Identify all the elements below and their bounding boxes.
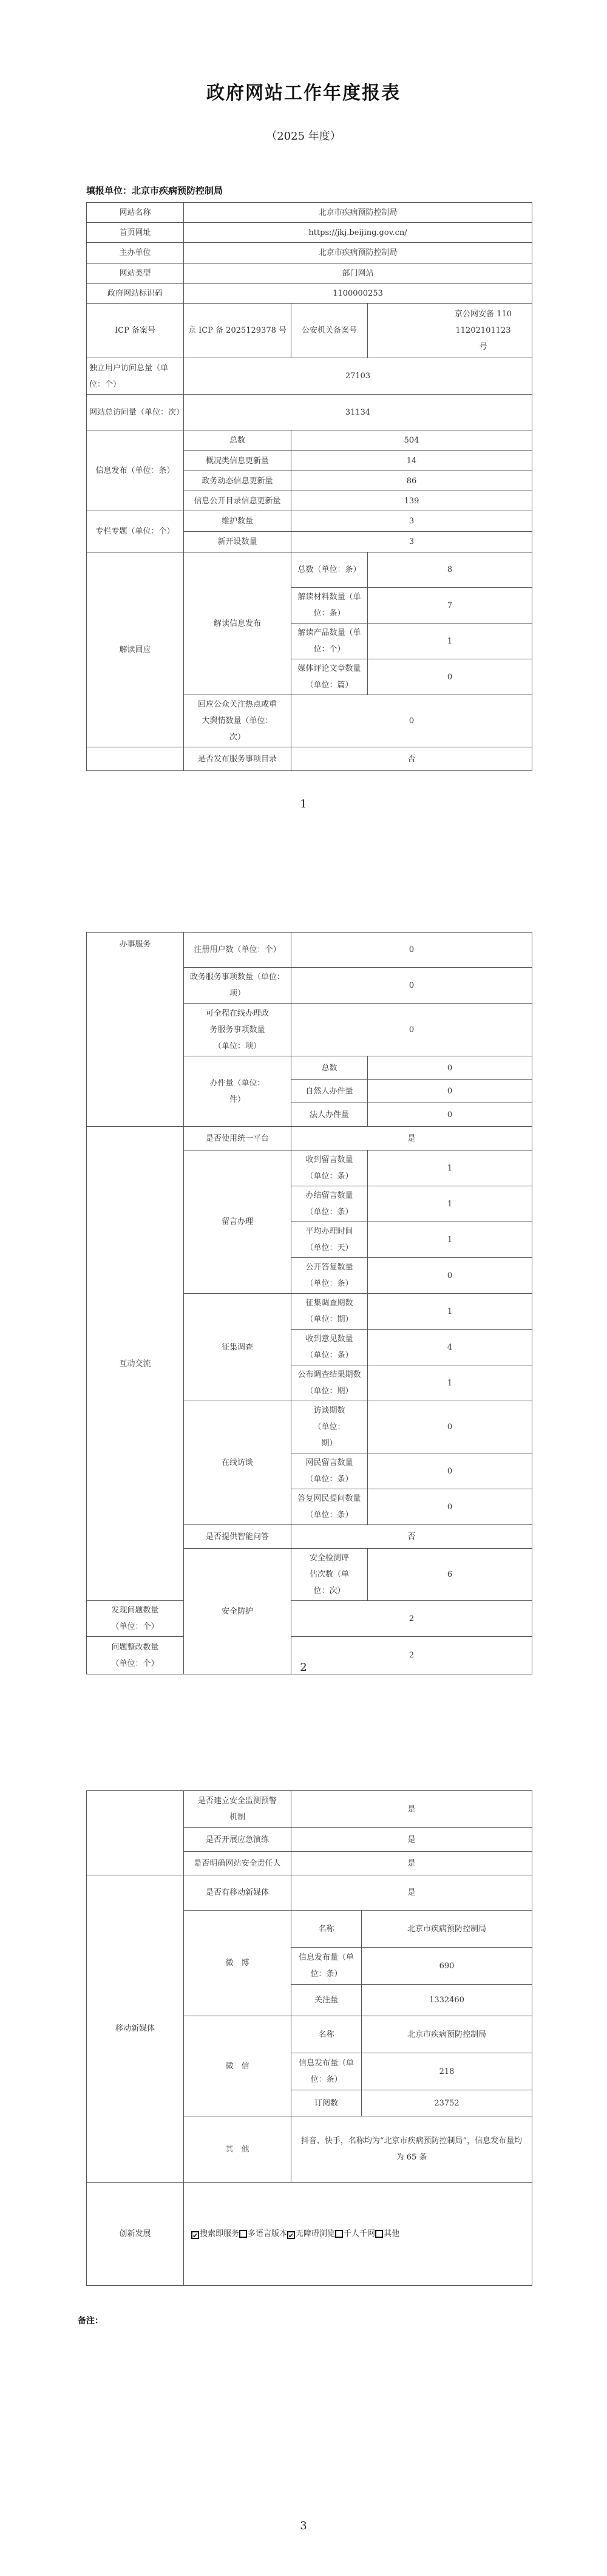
row-label: 公开答复数量（单位：条） xyxy=(291,1258,368,1294)
row-value: 8 xyxy=(368,552,532,588)
sub-section-label: 其 他 xyxy=(184,2116,291,2183)
row-value: 0 xyxy=(291,1004,532,1056)
section-label: 专栏专题（单位：个） xyxy=(87,511,184,552)
section-label-continued xyxy=(87,1791,184,1875)
row-label: 征集调查期数（单位：期） xyxy=(291,1294,368,1330)
row-value: 3 xyxy=(291,532,532,552)
row-value: 否 xyxy=(291,747,532,771)
row-label: 是否开展应急演练 xyxy=(184,1828,291,1852)
report-year: （2025 年度） xyxy=(266,130,341,143)
section-label: 互动交流 xyxy=(87,1127,184,1601)
row-label: 法人办件量 xyxy=(291,1103,368,1127)
table-row xyxy=(87,358,532,395)
row-label: 是否提供智能问答 xyxy=(184,1525,291,1549)
row-value: 1 xyxy=(368,1186,532,1222)
row-label: 回应公众关注热点或重大舆情数量（单位：次） xyxy=(184,695,291,747)
row-label: 政府网站标识码 xyxy=(87,284,184,304)
row-label: 是否明确网站安全责任人 xyxy=(184,1852,291,1875)
row-value: 0 xyxy=(291,695,532,747)
row-value: 0 xyxy=(291,968,532,1004)
site-code-value: 1100000253 xyxy=(184,284,532,304)
table-row xyxy=(87,2183,532,2286)
row-label: 关注量 xyxy=(291,1985,362,2016)
sub-section-label: 办件量（单位：件） xyxy=(184,1056,291,1127)
row-label: 新开设数量 xyxy=(184,532,291,552)
sub-section-label: 解读信息发布 xyxy=(184,552,291,695)
row-label: 首页网址 xyxy=(87,223,184,243)
page-number: 1 xyxy=(300,798,307,811)
row-label: 是否使用统一平台 xyxy=(184,1127,291,1150)
table-row xyxy=(87,552,532,588)
row-label: 网民留言数量（单位：条） xyxy=(291,1453,368,1489)
page-title: 政府网站工作年度报表 xyxy=(206,83,401,104)
row-label: 答复网民提问数量（单位：条） xyxy=(291,1489,368,1525)
section-label: 创新发展 xyxy=(87,2183,184,2286)
report-table-page3 xyxy=(86,1790,532,2286)
row-label: 发现问题数量（单位：个） xyxy=(87,1601,184,1637)
row-value: 1 xyxy=(368,624,532,659)
row-label: 可全程在线办理政务服务事项数量（单位：项） xyxy=(184,1004,291,1056)
row-label: 自然人办件量 xyxy=(291,1080,368,1103)
row-label: 网站总访问量（单位：次） xyxy=(87,395,184,430)
unique-visitors-value: 27103 xyxy=(184,358,532,395)
section-label: 移动新媒体 xyxy=(87,1875,184,2183)
row-label: 媒体评论文章数量（单位：篇） xyxy=(291,659,368,695)
row-label: 注册用户数（单位：个） xyxy=(184,933,291,968)
empty-cell xyxy=(87,747,184,771)
row-value: 690 xyxy=(362,1948,532,1985)
row-label: 网站名称 xyxy=(87,203,184,223)
police-value: 京公网安备 11011202101123 号 xyxy=(368,304,532,358)
checkbox-checked-icon[interactable]: ✔ xyxy=(192,2232,198,2240)
site-name-value: 北京市疾病预防控制局 xyxy=(184,203,532,223)
innovation-options xyxy=(184,2183,532,2286)
row-value: 2 xyxy=(291,1601,532,1637)
remark-label: 备注： xyxy=(78,2316,103,2326)
row-label: 网站类型 xyxy=(87,263,184,284)
row-value: 0 xyxy=(368,659,532,695)
table-row xyxy=(87,747,532,771)
row-label: 安全检测评估次数（单位：次） xyxy=(291,1549,368,1601)
table-row xyxy=(87,430,532,451)
report-table-page1 xyxy=(86,202,532,771)
row-label: 收到意见数量（单位：条） xyxy=(291,1330,368,1365)
row-label: 平均办理时间（单位：天） xyxy=(291,1222,368,1258)
checkbox-empty-icon[interactable] xyxy=(239,2230,247,2238)
report-table-page2 xyxy=(86,932,532,1674)
row-label: 解读产品数量（单位：个） xyxy=(291,624,368,659)
table-row xyxy=(87,284,532,304)
row-value: 0 xyxy=(368,1453,532,1489)
row-value: 14 xyxy=(291,451,532,471)
row-value: 否 xyxy=(291,1525,532,1549)
table-row xyxy=(87,203,532,223)
row-value: 1332460 xyxy=(362,1985,532,2016)
page-number: 3 xyxy=(300,2520,307,2532)
section-label: 信息发布（单位：条） xyxy=(87,430,184,511)
row-value: 0 xyxy=(368,1056,532,1080)
row-label: 信息发布量（单位：条） xyxy=(291,2053,362,2090)
wechat-name-value: 北京市疾病预防控制局 xyxy=(362,2016,532,2053)
row-value: 0 xyxy=(368,1401,532,1453)
section-label: 解读回应 xyxy=(87,552,184,747)
row-value: 1 xyxy=(368,1150,532,1186)
row-value: 1 xyxy=(368,1294,532,1330)
row-label: 是否建立安全监测预警机制 xyxy=(184,1791,291,1828)
row-label: 概况类信息更新量 xyxy=(184,451,291,471)
table-row xyxy=(87,1127,532,1150)
row-label: 总数 xyxy=(291,1056,368,1080)
sub-section-label: 征集调查 xyxy=(184,1294,291,1401)
table-row xyxy=(87,1875,532,1911)
section-label: 安全防护 xyxy=(184,1549,291,1674)
row-value: 是 xyxy=(291,1828,532,1852)
row-value: 0 xyxy=(368,1489,532,1525)
row-value: 是 xyxy=(291,1127,532,1150)
row-value: 0 xyxy=(291,933,532,968)
row-label: 维护数量 xyxy=(184,511,291,532)
page-number: 2 xyxy=(300,1661,307,1674)
other-media-value: 抖音、快手，名称均为“北京市疾病预防控制局”，信息发布量均为 65 条 xyxy=(291,2116,532,2183)
row-label: 订阅数 xyxy=(291,2090,362,2116)
row-label: ICP 备案号 xyxy=(87,304,184,358)
option-personalized[interactable]: 千人千网 xyxy=(335,2229,375,2238)
row-value: 23752 xyxy=(362,2090,532,2116)
row-label: 解读材料数量（单位：条） xyxy=(291,588,368,624)
site-type-value: 部门网站 xyxy=(184,263,532,284)
option-other[interactable]: 其他 xyxy=(375,2229,399,2238)
homepage-value: https://jkj.beijing.gov.cn/ xyxy=(184,223,532,243)
row-label: 是否有移动新媒体 xyxy=(184,1875,291,1911)
sub-section-label: 在线访谈 xyxy=(184,1401,291,1525)
row-label: 访谈期数（单位：期） xyxy=(291,1401,368,1453)
row-label: 政务服务事项数量（单位：项） xyxy=(184,968,291,1004)
row-value: 3 xyxy=(291,511,532,532)
table-row xyxy=(87,304,532,358)
icp-value: 京 ICP 备 2025129378 号 xyxy=(184,304,291,358)
row-label: 信息公开目录信息更新量 xyxy=(184,491,291,511)
row-value: 是 xyxy=(291,1791,532,1828)
table-row xyxy=(87,511,532,532)
table-row xyxy=(87,1791,532,1828)
row-label: 是否发布服务事项目录 xyxy=(184,747,291,771)
row-value: 0 xyxy=(368,1080,532,1103)
table-row xyxy=(87,933,532,968)
checkbox-checked-icon[interactable]: ✔ xyxy=(288,2232,294,2240)
checkbox-empty-icon[interactable] xyxy=(335,2230,343,2238)
row-value: 4 xyxy=(368,1330,532,1365)
sub-section-label: 留言办理 xyxy=(184,1150,291,1294)
row-value: 是 xyxy=(291,1852,532,1875)
row-value: 504 xyxy=(291,430,532,451)
row-label: 问题整改数量（单位：个） xyxy=(87,1637,184,1674)
reporting-unit: 填报单位：北京市疾病预防控制局 xyxy=(86,185,223,196)
weibo-name-value: 北京市疾病预防控制局 xyxy=(362,1911,532,1948)
row-value: 1 xyxy=(368,1222,532,1258)
row-value: 0 xyxy=(368,1258,532,1294)
row-label: 主办单位 xyxy=(87,243,184,263)
total-visits-value: 31134 xyxy=(184,395,532,430)
table-row xyxy=(87,263,532,284)
row-value: 0 xyxy=(368,1103,532,1127)
row-label: 公安机关备案号 xyxy=(291,304,368,358)
row-value: 1 xyxy=(368,1365,532,1401)
row-label: 公布调查结果期数（单位：期） xyxy=(291,1365,368,1401)
table-row xyxy=(87,395,532,430)
sub-section-label: 微 博 xyxy=(184,1911,291,2016)
option-search-as-service[interactable]: ✔ 搜索即服务 xyxy=(192,2229,240,2240)
row-value: 2 xyxy=(291,1637,532,1674)
option-multilingual[interactable]: 多语言版本 xyxy=(239,2229,287,2238)
row-value: 218 xyxy=(362,2053,532,2090)
row-value: 是 xyxy=(291,1875,532,1911)
row-value: 86 xyxy=(291,471,532,491)
table-row xyxy=(87,223,532,243)
row-label: 办结留言数量（单位：条） xyxy=(291,1186,368,1222)
row-label: 名称 xyxy=(291,1911,362,1948)
row-value: 139 xyxy=(291,491,532,511)
option-accessibility[interactable]: ✔ 无障碍浏览 xyxy=(288,2229,336,2240)
row-label: 收到留言数量（单位：条） xyxy=(291,1150,368,1186)
row-label: 政务动态信息更新量 xyxy=(184,471,291,491)
row-value: 6 xyxy=(368,1549,532,1601)
table-row xyxy=(87,1601,532,1637)
sponsor-value: 北京市疾病预防控制局 xyxy=(184,243,532,263)
checkbox-empty-icon[interactable] xyxy=(375,2230,383,2238)
row-label: 总数（单位：条） xyxy=(291,552,368,588)
table-row xyxy=(87,243,532,263)
sub-section-label: 微 信 xyxy=(184,2016,291,2116)
row-label: 名称 xyxy=(291,2016,362,2053)
row-value: 7 xyxy=(368,588,532,624)
row-label: 总数 xyxy=(184,430,291,451)
row-label: 独立用户访问总量（单位：个） xyxy=(87,358,184,395)
row-label: 信息发布量（单位：条） xyxy=(291,1948,362,1985)
section-label: 办事服务 xyxy=(87,933,184,1127)
